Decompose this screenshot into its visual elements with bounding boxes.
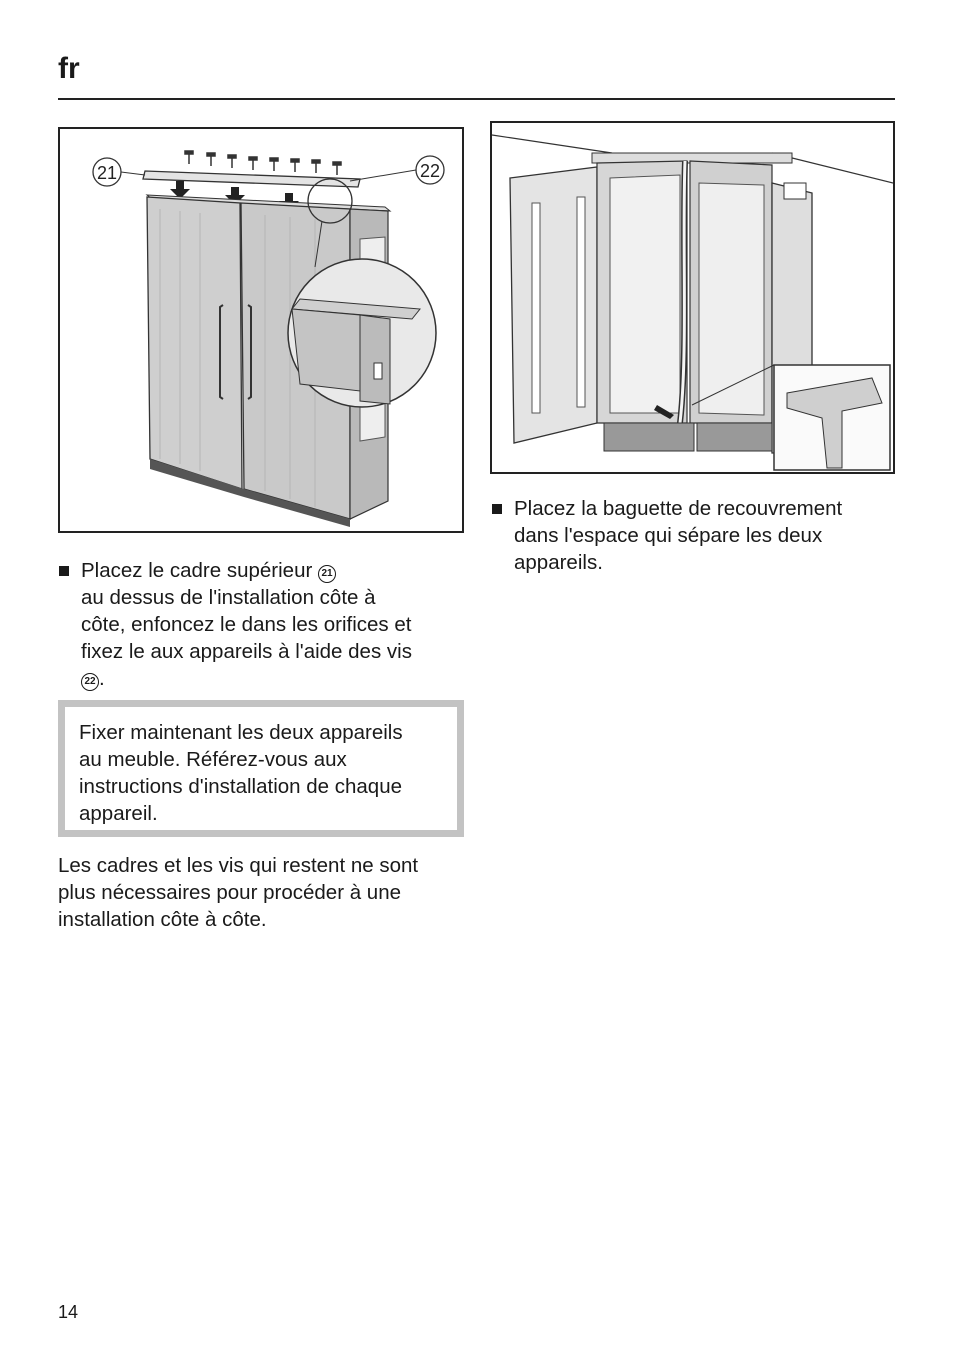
figure-cover-strip [490,121,895,474]
figure-top-frame-installation [58,127,464,533]
note-line: Fixer maintenant les deux appareils [79,721,403,744]
bullet-square [59,566,69,576]
header-rule [58,98,895,100]
instruction-line4: fixez le aux appareils à l'aide des vis [81,640,412,663]
left-fridge-door [147,197,242,489]
fridge-illustration [60,129,462,531]
ref-21-icon: 21 [318,565,336,583]
note-line: au meuble. Référez-vous aux [79,748,347,771]
open-doors-illustration [492,123,893,472]
instruction-line: appareils. [514,551,603,574]
paragraph-line: Les cadres et les vis qui restent ne sont [58,854,419,877]
instruction-tail: . [99,667,105,690]
page-number: 14 [58,1302,79,1322]
note-line: instructions d'installation de chaque [79,775,403,798]
instruction-line3: côte, enfoncez le dans les orifices et [81,613,412,636]
bullet-square [492,504,502,514]
note-line: appareil. [79,802,158,825]
callout-21-label: 21 [96,163,118,183]
instruction-cover-strip [490,495,900,576]
paragraph-line: installation côte à côte. [58,908,267,931]
instruction-text-a: Placez le cadre supérieur [81,559,319,582]
callout-22-label: 22 [419,161,441,181]
callout-21 [93,158,145,186]
note-box [58,700,464,837]
paragraph-line: plus nécessaires pour procéder à une [58,881,402,904]
ref-22-icon: 22 [81,673,99,691]
instruction-line: dans l'espace qui sépare les deux [514,524,823,547]
instruction-line: Placez la baguette de recouvrement [514,497,843,520]
instruction-line2: au dessus de l'installation côte à [81,586,376,609]
language-code: fr [58,52,80,85]
remaining-parts-paragraph [58,852,478,933]
screws [185,151,341,175]
callout-22 [350,156,444,184]
instruction-top-frame [57,557,467,692]
